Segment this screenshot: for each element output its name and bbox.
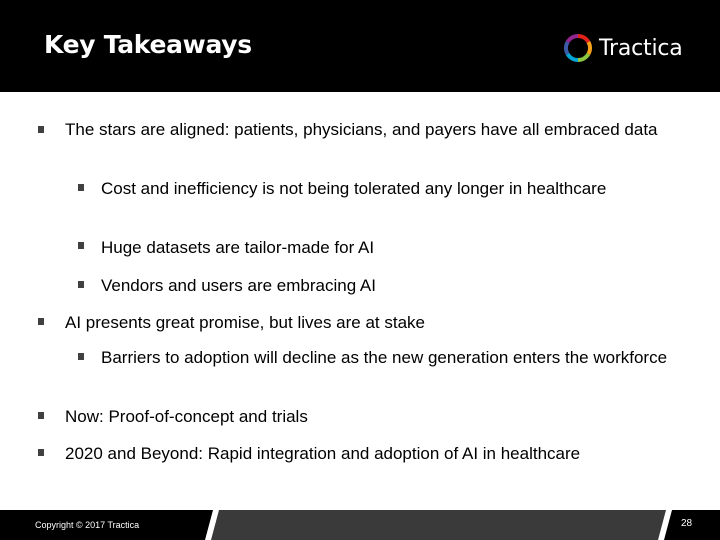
- slide-header: [0, 0, 720, 92]
- bullet-item: Now: Proof-of-concept and trials: [65, 407, 308, 426]
- bullet-marker: [38, 126, 44, 133]
- bullet-subitem: Vendors and users are embracing AI: [101, 276, 376, 295]
- bullet-marker: [78, 184, 84, 191]
- bullet-marker: [38, 412, 44, 419]
- tractica-logo-icon: [563, 33, 593, 63]
- page-number: 28: [681, 518, 693, 529]
- logo-text: Tractica: [599, 35, 683, 61]
- copyright-text: Copyright © 2017 Tractica: [35, 520, 140, 530]
- bullet-subitem: Huge datasets are tailor-made for AI: [101, 238, 375, 257]
- slide-title: Key Takeaways: [44, 30, 252, 59]
- bullet-marker: [78, 353, 84, 360]
- bullet-item: 2020 and Beyond: Rapid integration and adoption of AI in healthcare: [65, 444, 581, 463]
- slide-footer: [0, 510, 720, 540]
- bullet-subitem: Cost and inefficiency is not being tolerated any longer in healthcare: [101, 179, 607, 198]
- bullet-item: The stars are aligned: patients, physicians, and payers have all embraced data: [65, 120, 658, 139]
- bullet-marker: [78, 281, 84, 288]
- tractica-logo: [563, 33, 683, 63]
- bullet-item: AI presents great promise, but lives are at stake: [65, 313, 426, 332]
- bullet-marker: [38, 318, 44, 325]
- bullet-marker: [78, 242, 84, 249]
- bullet-marker: [38, 449, 44, 456]
- bullet-subitem: Barriers to adoption will decline as the new generation enters the workforce: [101, 348, 668, 367]
